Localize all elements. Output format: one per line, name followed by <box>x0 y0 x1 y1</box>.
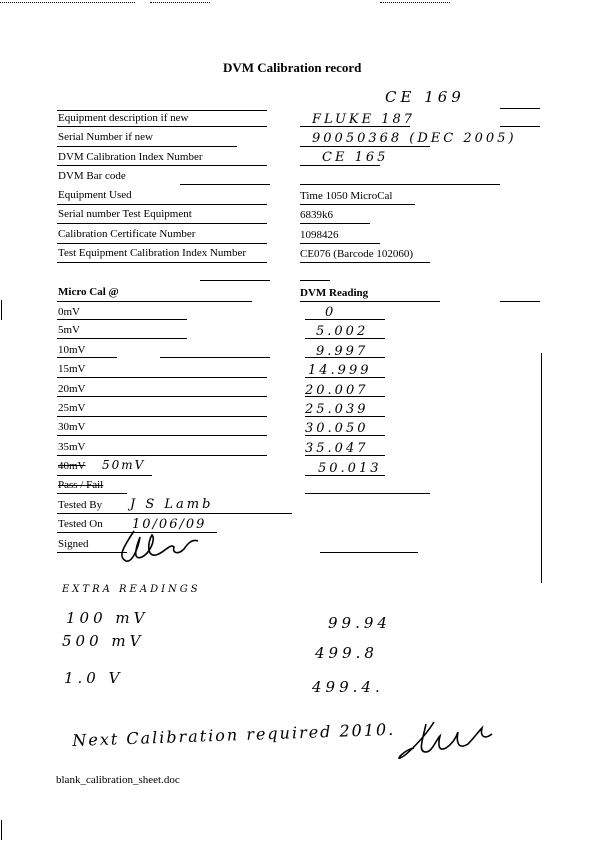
col-header-micro-cal: Micro Cal @ <box>58 286 119 298</box>
table-row-reading: 14.999 <box>308 363 372 378</box>
table-row-input: 25mV <box>58 402 86 414</box>
field-label-serial-number: Serial Number if new <box>58 131 153 143</box>
field-label-equipment-used: Equipment Used <box>58 189 132 201</box>
table-row-reading: 5.002 <box>316 324 369 339</box>
table-row-input: 10mV <box>58 344 86 356</box>
table-row-reading: 20.007 <box>305 383 369 398</box>
field-value-equipment-used: Time 1050 MicroCal <box>300 190 393 202</box>
tested-by-value: J S Lamb <box>130 497 214 512</box>
page-title: DVM Calibration record <box>223 60 362 75</box>
pass-fail-label: Pass / Fail <box>58 479 104 491</box>
table-row-input-corrected: 50mV <box>102 458 146 472</box>
extra-reading: 99.94 <box>328 614 391 632</box>
field-label-test-equipment-index: Test Equipment Calibration Index Number <box>58 247 247 259</box>
extra-readings-heading: EXTRA READINGS <box>62 584 201 595</box>
tested-by-label: Tested By <box>58 499 103 511</box>
table-row-input: 15mV <box>58 363 86 375</box>
ref-number-handwritten: CE 169 <box>385 88 465 106</box>
table-row-input-struck: 40mV <box>58 460 86 472</box>
field-value-calibration-certificate: 1098426 <box>300 229 339 241</box>
field-value-serial-number: 90050368 (DEC 2005) <box>312 131 517 146</box>
field-value-serial-test-equipment: 6839k6 <box>300 209 333 221</box>
table-row-reading: 50.013 <box>318 461 382 476</box>
table-row-reading: 25.039 <box>305 402 369 417</box>
table-row-reading: 9.997 <box>316 344 369 359</box>
signature-mark <box>112 527 202 567</box>
table-row-reading: 0 <box>325 305 337 320</box>
next-calibration-note: Next Calibration required 2010. <box>72 719 396 750</box>
table-row-input: 35mV <box>58 441 86 453</box>
tested-on-label: Tested On <box>58 518 103 530</box>
table-row-input: 0mV <box>58 306 80 318</box>
extra-reading: 499.4. <box>312 678 384 696</box>
signed-label: Signed <box>58 538 89 550</box>
signature-mark <box>396 718 496 764</box>
field-label-equipment-description: Equipment description if new <box>58 112 189 124</box>
table-row-reading: 35.047 <box>305 441 369 456</box>
field-value-test-equipment-index: CE076 (Barcode 102060) <box>300 248 414 260</box>
field-label-serial-test-equipment: Serial number Test Equipment <box>58 208 192 220</box>
extra-input: 100 mV <box>66 609 149 627</box>
extra-reading: 499.8 <box>315 644 378 662</box>
table-row-input: 30mV <box>58 421 86 433</box>
field-value-equipment-description: FLUKE 187 <box>312 112 416 127</box>
footer-filename: blank_calibration_sheet.doc <box>56 774 180 786</box>
extra-input: 500 mV <box>62 632 145 650</box>
field-label-dvm-index: DVM Calibration Index Number <box>58 151 203 163</box>
col-header-dvm-reading: DVM Reading <box>300 287 369 299</box>
table-row-input: 20mV <box>58 383 86 395</box>
field-label-dvm-barcode: DVM Bar code <box>58 170 126 182</box>
field-label-calibration-certificate: Calibration Certificate Number <box>58 228 196 240</box>
table-row-reading: 30.050 <box>305 421 369 436</box>
extra-input: 1.0 V <box>64 669 124 687</box>
tested-on-value: 10/06/09 <box>132 517 207 532</box>
table-row-input: 5mV <box>58 324 80 336</box>
field-value-dvm-index: CE 165 <box>322 150 389 165</box>
